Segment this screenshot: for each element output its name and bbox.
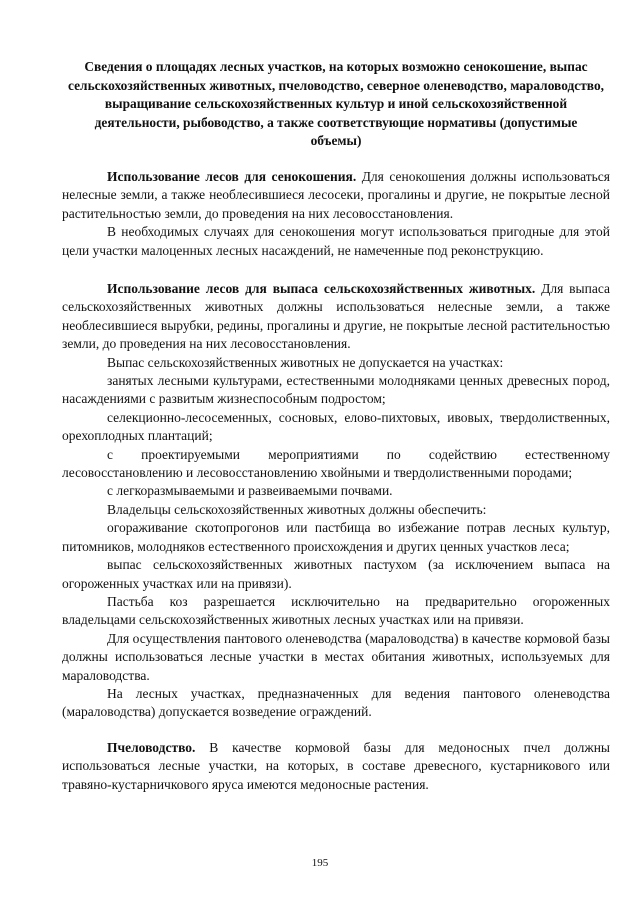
section-grazing <box>62 280 610 722</box>
paragraph: селекционно-лесосеменных, сосновых, елово-пихтовых, ивовых, твердолиственных, орехоплодных плантаций; <box>62 409 610 444</box>
paragraph-text: В качестве кормовой базы для медоносных пчел должны использоваться лесные участки, на которых, в составе древесного, кустарникового или травяно-кустарничкового яруса имеются медоносные растения. <box>62 739 610 792</box>
section-heading-grazing: Использование лесов для выпаса сельскохозяйственных животных. <box>107 281 536 296</box>
section-haymaking <box>62 168 610 260</box>
paragraph: с проектируемыми мероприятиями по содействию естественному лесовосстановлению и лесовосстановлению хвойными и твердолиственными породами; <box>62 446 610 481</box>
page-number: 195 <box>311 857 329 869</box>
document-page <box>62 58 610 794</box>
section-heading-beekeeping: Пчеловодство. <box>107 739 196 755</box>
paragraph <box>62 739 610 794</box>
paragraph-text: Для выпаса сельскохозяйственных животных должны использоваться нелесные земли, а также необлесившиеся вырубки, редины, прогалины и другие, не покрытые лесной растительностью земли, до проведения на них лесовосстановления. <box>62 281 610 352</box>
paragraph: выпас сельскохозяйственных животных пастухом (за исключением выпаса на огороженных участках или на привязи). <box>62 557 610 591</box>
section-beekeeping <box>62 739 610 794</box>
paragraph <box>62 280 610 354</box>
paragraph: Владельцы сельскохозяйственных животных должны обеспечить: <box>107 501 487 517</box>
paragraph: В необходимых случаях для сенокошения могут использоваться пригодные для этой цели участки малоценных лесных насаждений, не намеченные под реконструкцию. <box>62 224 610 258</box>
section-heading-haymaking: Использование лесов для сенокошения. <box>107 168 357 184</box>
paragraph: На лесных участках, предназначенных для ведения пантового оленеводства (мараловодства) допускается возведение ограждений. <box>62 685 610 720</box>
paragraph: с легкоразмываемыми и развеиваемыми почвами. <box>107 483 393 499</box>
paragraph: Для осуществления пантового оленеводства (мараловодства) в качестве кормовой базы должны использоваться лесные участки в местах обитания животных, используемых для мараловодства. <box>62 630 610 683</box>
paragraph-text: Для сенокошения должны использоваться нелесные земли, а также необлесившиеся лесосеки, прогалины и другие, не покрытые лесной растительностью земли, до проведения на них лесовосстановления. <box>62 168 610 221</box>
paragraph <box>62 168 610 223</box>
paragraph: Пастьба коз разрешается исключительно на предварительно огороженных владельцами сельскохозяйственных животных лесных участках или на привязи. <box>62 593 610 628</box>
paragraph: занятых лесными культурами, естественными молодняками ценных древесных пород, насаждениями с развитым жизнеспособным подростом; <box>62 373 610 407</box>
document-title: Сведения о площадях лесных участков, на которых возможно сенокошение, выпас сельскохозяйственных животных, пчеловодство, северное оленеводство, мараловодство, выращивание сельскохозяйственных культур и иной сельскохозяйственной деятельности, рыбоводство, а также соответствующие нормативы (допустимые объемы) <box>68 59 604 149</box>
paragraph: огораживание скотопрогонов или пастбища во избежание потрав лесных культур, питомников, молодняков естественного происхождения и других ценных участков леса; <box>62 520 610 554</box>
paragraph: Выпас сельскохозяйственных животных не допускается на участках: <box>107 354 504 370</box>
